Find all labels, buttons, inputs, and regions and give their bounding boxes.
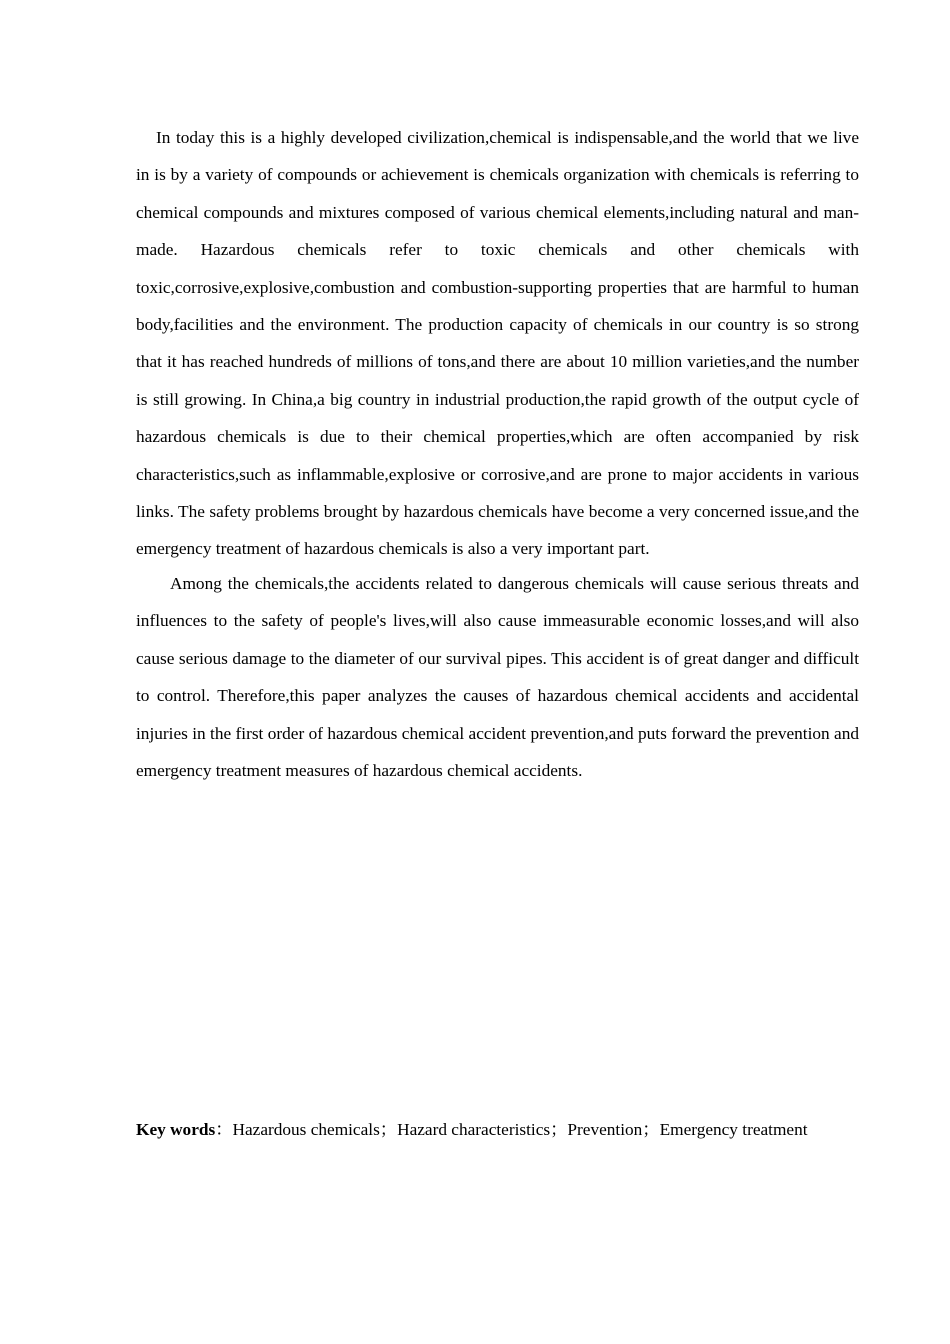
- keyword-item: Hazardous chemicals；: [232, 1120, 398, 1139]
- keywords-line: [136, 1111, 859, 1148]
- abstract-paragraph-1: In today this is a highly developed civilization,chemical is indispensable,and the world that we live in is by a variety of compounds or achievement is chemicals organization with chemicals is referring to chemical compounds and mixtures composed of various chemical elements,including natural and man-made. Hazardous chemicals refer to toxic chemicals and other chemicals with toxic,corrosive,explosive,combustion and combustion-supporting properties that are harmful to human body,facilities and the environment. The production capacity of chemicals in our country is so strong that it has reached hundreds of millions of tons,and there are about 10 million varieties,and the number is still growing. In China,a big country in industrial production,the rapid growth of the output cycle of hazardous chemicals is due to their chemical properties,which are often accompanied by risk characteristics,such as inflammable,explosive or corrosive,and are prone to major accidents in various links. The safety problems brought by hazardous chemicals have become a very concerned issue,and the emergency treatment of hazardous chemicals is also a very important part.: [136, 128, 859, 559]
- abstract-paragraph-2: Among the chemicals,the accidents related to dangerous chemicals will cause serious threats and influences to the safety of people's lives,will also cause immeasurable economic losses,and will also cause serious damage to the diameter of our survival pipes. This accident is of great danger and difficult to control. Therefore,this paper analyzes the causes of hazardous chemical accidents and accidental injuries in the first order of hazardous chemical accident prevention,and puts forward the prevention and emergency treatment measures of hazardous chemical accidents.: [136, 573, 859, 780]
- keyword-item: Emergency treatment: [659, 1120, 808, 1139]
- abstract-body: [136, 119, 859, 789]
- keyword-item: Prevention；: [567, 1120, 660, 1139]
- keywords-label: Key words: [136, 1120, 216, 1139]
- keyword-item: Hazard characteristics；: [397, 1120, 568, 1139]
- keywords-separator: ：: [215, 1120, 233, 1139]
